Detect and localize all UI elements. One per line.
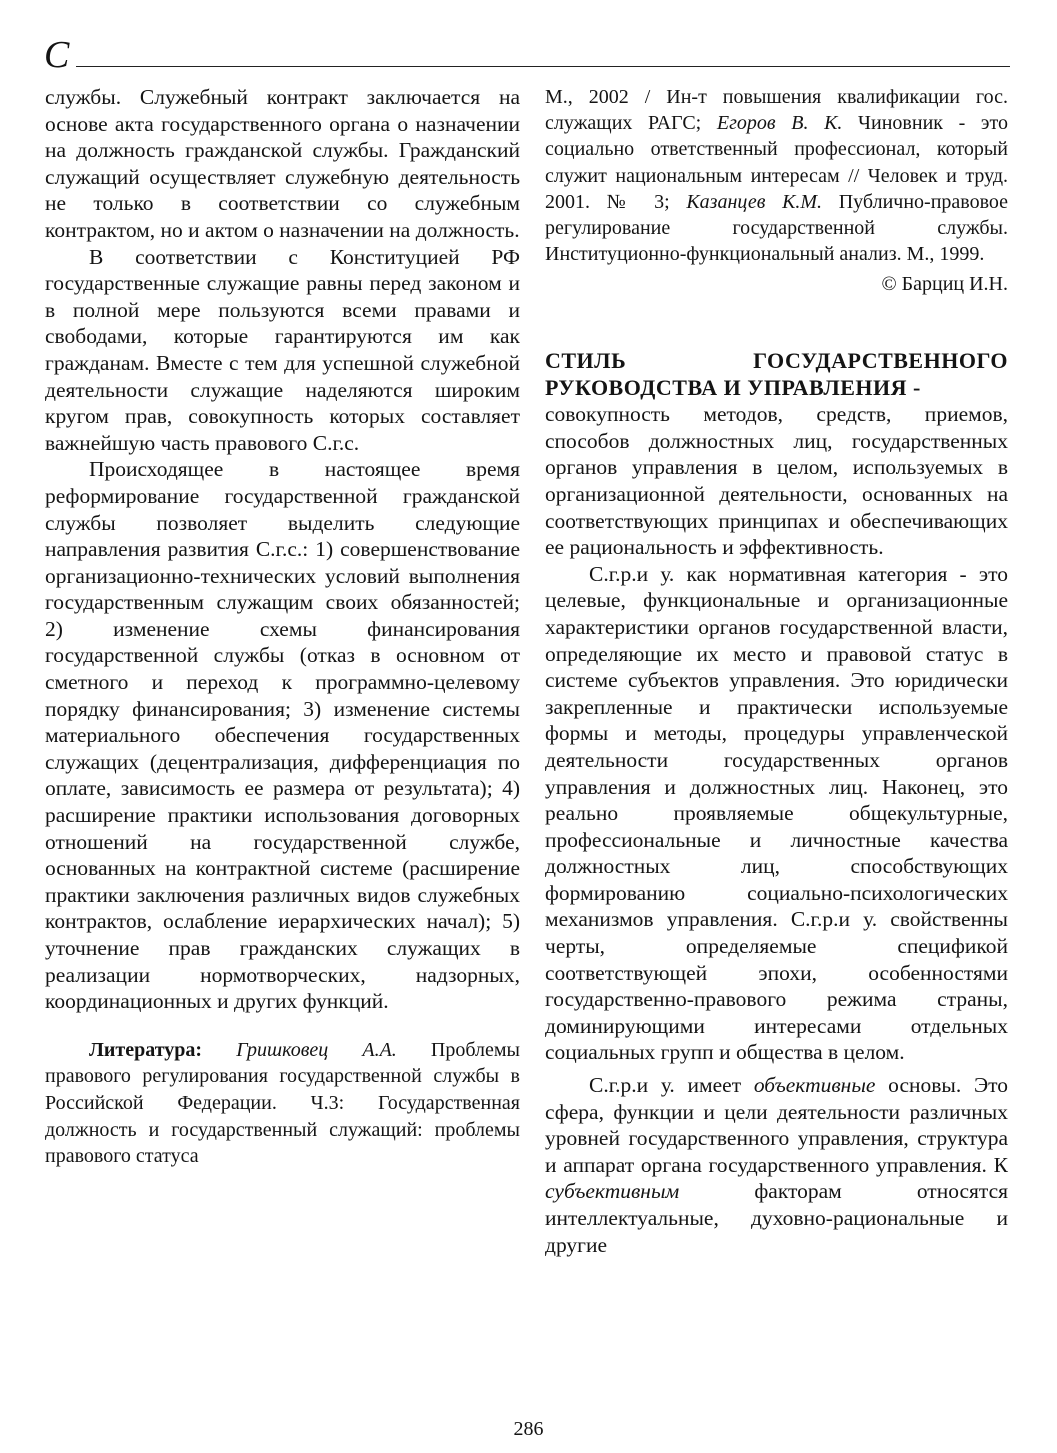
p3-text-a: С.г.р.и у. имеет [589,1073,742,1098]
literature-text-2: М., 2002 / Ин-т повышения квалификации гос. служащих РАГС; [545,86,1008,135]
right-paragraph-3 [545,1072,1008,1258]
p3-text-b: основы. Это сфера, функции и цели деятельности различных уровней государственного управления, структура и аппарат органа государственного управления. К [545,1073,1008,1177]
p3-emphasis-objective: объективные [753,1073,876,1098]
literature-text-3: Чиновник - это социально ответственный профессионал, который служит национальным интересам // Человек и труд. 2001. № 3; [545,112,1008,213]
page-number: 286 [513,1418,544,1440]
right-paragraph-2: С.г.р.и у. как нормативная категория - это целевые, функциональные и организационные характеристики органов государственной власти, определяющие их место и правовой статус в системе субъектов управления. Это юридически закрепленные и практически используемые формы и методы, процедуры управленческой деятельности государственных органов управления и должностных лиц. Наконец, это реально проявляемые общекультурные, профессиональные и личностные качества должностных лиц, способствующих формированию социально-психологических механизмов управления. С.г.р.и у. свойственны черты, определяемые спецификой соответствующей эпохи, особенностями государственно-правового режима страны, доминирующими интересами отдельных социальных групп и общества в целом. [545,561,1008,1065]
p3-emphasis-subjective: субъективным [545,1179,680,1204]
literature-author-3: Казанцев К.М. [686,190,823,213]
left-paragraph-2: В соответствии с Конституцией РФ государственные служащие равны перед законом и в полной мере пользуются всеми правами и свободами, которые гарантируются им как гражданам. Вместе с тем для успешной служебной деятельности служащие наделяются широким кругом прав, совокупность которых составляет важнейшую часть правового С.г.с. [45,244,520,455]
left-paragraph-1: службы. Служебный контракт заключается на основе акта государственного органа о назначении на должность гражданской службы. Гражданский служащий осуществляет служебную деятельность не только в соответствии со служебным контрактом, но и актом о назначении на должность. [45,85,520,242]
entry-heading-block [545,348,1008,401]
left-column [45,84,520,1170]
p3-text-c: факторам относятся интеллектуальные, духовно-рациональные и другие [545,1179,1009,1257]
header-rule [76,66,1010,67]
section-letter: С [44,34,70,76]
literature-label: Литература: [89,1038,203,1061]
copyright-author: © Барциц И.Н. [881,273,1008,296]
literature-text-4: Публично-правовое регулирование государственной службы. Институционно-функциональный анализ. М., 1999. [545,190,1009,266]
left-paragraph-3: Происходящее в настоящее время реформирование государственной гражданской службы позволяет выделить следующие направления развития С.г.с.: 1) совершенствование организационно-технических условий выполнения государственным служащим своих обязанностей; 2) изменение схемы финансирования государственной службы (отказ в основном от сметного и переход к программно-целевому порядку финансирования; 3) изменение системы материального обеспечения государственных служащих (децентрализация, дифференциация по оплате, зависимость ее размера от результата); 4) расширение практики использования договорных отношений на государственной службе, основанных на контрактной системе (расширение практики заключения различных видов служебных контрактов, ослабление иерархических начал); 5) уточнение прав гражданских служащих в реализации нормотворческих, надзорных, координационных и других функций. [45,457,520,1014]
literature-text-1: Проблемы правового регулирования государственной службы в Российской Федерации. Ч.3: Государственная должность и государственный служащий: проблемы правового статуса [45,1038,520,1168]
entry-dash: - [907,374,921,400]
entry-term: СТИЛЬ ГОСУДАРСТВЕННОГО РУКОВОДСТВА И УПРАВЛЕНИЯ [545,348,1008,400]
literature-author-1: Гришковец А.А. [236,1038,397,1061]
entry-definition: совокупность методов, средств, приемов, способов должностных лиц, государственных органов управления в целом, используемых в организационной деятельности, основанных на соответствующих принципах и обеспечивающих ее рациональность и эффективность. [545,402,1008,560]
literature-author-2: Егоров В. К. [716,112,843,135]
right-column [545,84,1008,1258]
literature-block [45,1037,520,1170]
literature-continuation [545,84,1008,267]
